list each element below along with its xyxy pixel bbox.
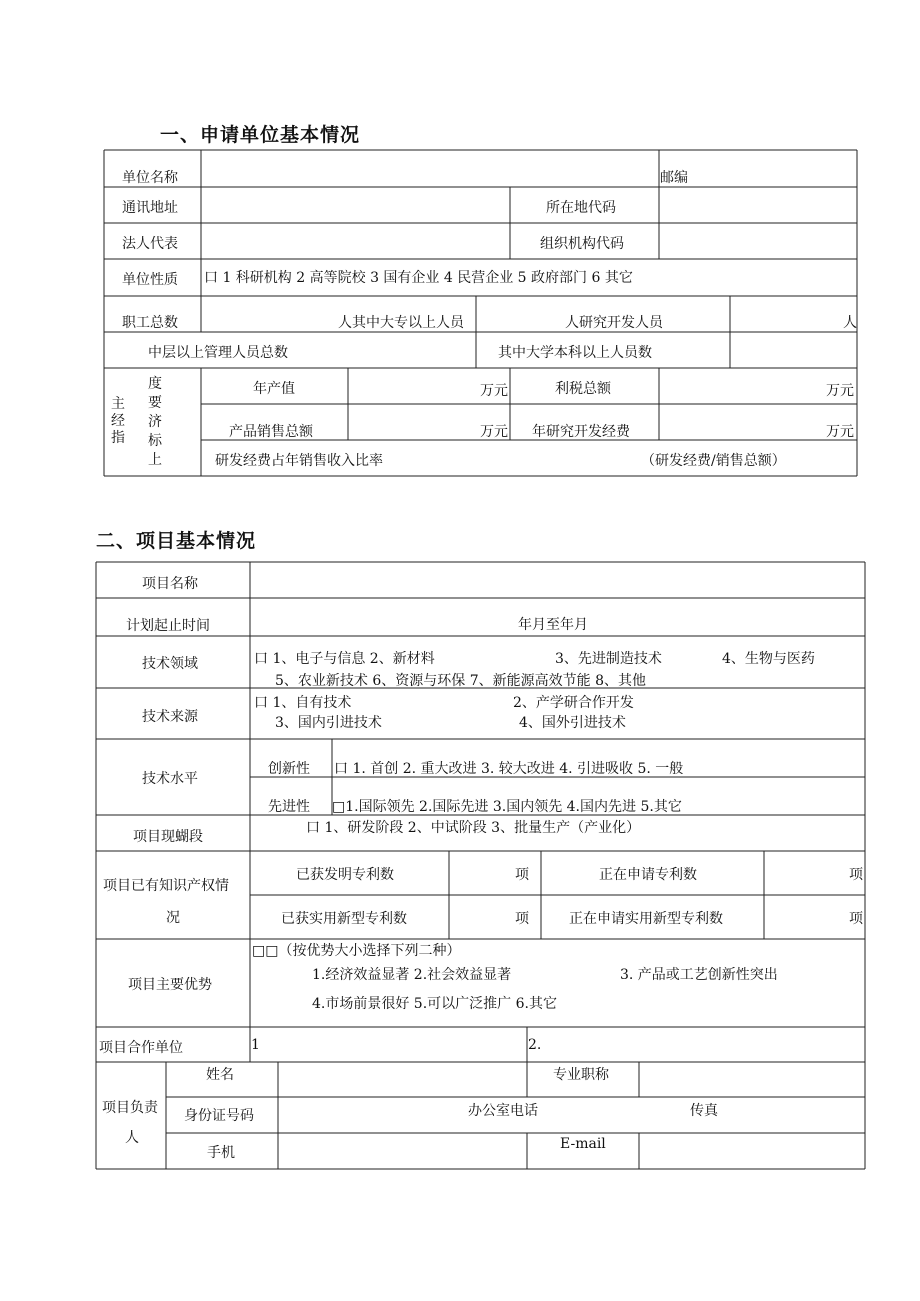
postcode-label: 邮编 [660, 170, 688, 186]
partner-2-field[interactable]: 2. [528, 1037, 542, 1053]
advanced-options[interactable]: □1.国际领先 2.国际先进 3.国内领先 4.国内先进 5.其它 [332, 799, 682, 815]
stage-options[interactable]: 口 1、研发阶段 2、中试阶段 3、批量生产（产业化） [306, 820, 641, 836]
advantages-line3[interactable]: 4.市场前景很好 5.可以广泛推广 6.其它 [312, 996, 557, 1012]
bachelor-count-label: 其中大学本科以上人员数 [498, 345, 652, 361]
utility-patents-label: 已获实用新型专利数 [281, 911, 407, 927]
applying-utility-label: 正在申请实用新型专利数 [569, 911, 723, 927]
org-code-label: 组织机构代码 [540, 236, 624, 252]
org-code-field[interactable] [665, 228, 850, 256]
email-field[interactable] [646, 1137, 858, 1165]
rd-ratio-label: 研发经费占年销售收入比率 [215, 453, 383, 469]
section-2-title: 二、项目基本情况 [96, 530, 257, 552]
name-field[interactable] [286, 1066, 520, 1094]
tech-source-option-4[interactable]: 4、国外引进技术 [519, 715, 626, 731]
address-field[interactable] [211, 192, 501, 220]
invention-patents-label: 已获发明专利数 [296, 867, 394, 883]
profit-tax-label: 利税总额 [555, 381, 611, 397]
region-code-field[interactable] [665, 192, 850, 220]
address-label: 通讯地址 [122, 200, 178, 216]
title-rank-label: 专业职称 [553, 1067, 609, 1083]
section-1-title: 一、申请单位基本情况 [160, 124, 361, 146]
tech-field-options-1b[interactable]: 3、先进制造技术 [555, 651, 662, 667]
invention-patents-unit: 项 [515, 867, 529, 883]
staff-college-label: 人其中大专以上人员 [338, 315, 464, 331]
staff-unit: 人 [843, 315, 857, 331]
project-name-field[interactable] [258, 567, 858, 595]
tech-field-label: 技术领域 [142, 656, 198, 672]
plan-period-value[interactable]: 年月至年月 [518, 617, 588, 633]
tech-field-options-2[interactable]: 5、农业新技术 6、资源与环保 7、新能源高效节能 8、其他 [275, 673, 646, 689]
applying-patents-unit: 项 [849, 867, 863, 883]
rd-ratio-formula: （研发经费/销售总额） [641, 453, 786, 469]
staff-total-label: 职工总数 [122, 315, 178, 331]
advanced-label: 先进性 [268, 799, 310, 815]
annual-output-label: 年产值 [253, 381, 295, 397]
ip-label-line2: 况 [166, 910, 180, 926]
id-number-label: 身份证号码 [184, 1108, 254, 1124]
mobile-field[interactable] [286, 1137, 520, 1165]
annual-output-unit: 万元 [480, 383, 508, 399]
annual-rd-funds-unit: 万元 [826, 424, 854, 440]
applying-patents-label: 正在申请专利数 [599, 867, 697, 883]
stage-label: 项目现蝴段 [133, 829, 203, 845]
mid-managers-label: 中层以上管理人员总数 [148, 345, 288, 361]
tech-source-option-2[interactable]: 2、产学研合作开发 [513, 695, 634, 711]
utility-patents-unit: 项 [515, 911, 529, 927]
leader-label-line1: 项目负责 [102, 1100, 158, 1116]
advantages-line2b[interactable]: 3. 产品或工艺创新性突出 [620, 967, 778, 983]
annual-rd-funds-label: 年研究开发经费 [532, 424, 630, 440]
applying-utility-unit: 项 [849, 911, 863, 927]
tech-source-option-3[interactable]: 3、国内引进技术 [275, 715, 382, 731]
tech-field-options-1a[interactable]: 口 1、电子与信息 2、新材料 [254, 651, 435, 667]
tech-source-option-1[interactable]: 口 1、自有技术 [254, 695, 352, 711]
mobile-label: 手机 [207, 1145, 235, 1161]
innovation-options[interactable]: 口 1. 首创 2. 重大改进 3. 较大改进 4. 引进吸收 5. 一般 [334, 761, 684, 777]
unit-name-label: 单位名称 [122, 170, 178, 186]
tech-level-label: 技术水平 [142, 771, 198, 787]
legal-rep-label: 法人代表 [122, 236, 178, 252]
title-rank-field[interactable] [646, 1066, 858, 1094]
email-label: E-mail [560, 1136, 606, 1152]
ip-label-line1: 项目已有知识产权情 [103, 878, 229, 894]
unit-name-field[interactable] [211, 156, 651, 184]
staff-rd-label: 人研究开发人员 [565, 315, 663, 331]
profit-tax-unit: 万元 [826, 383, 854, 399]
tech-field-options-1c[interactable]: 4、生物与医药 [722, 651, 815, 667]
advantages-line1[interactable]: □□（按优势大小选择下列二种） [252, 943, 461, 959]
partner-label: 项目合作单位 [99, 1040, 183, 1056]
project-name-label: 项目名称 [142, 576, 198, 592]
postcode-field[interactable] [700, 156, 850, 184]
office-phone-label: 办公室电话 [468, 1103, 538, 1119]
advantages-line2a[interactable]: 1.经济效益显著 2.社会效益显著 [312, 967, 512, 983]
tech-source-label: 技术来源 [142, 709, 198, 725]
leader-label-line2: 人 [125, 1130, 139, 1146]
region-code-label: 所在地代码 [546, 200, 616, 216]
partner-1-field[interactable]: 1 [251, 1037, 260, 1053]
name-label: 姓名 [206, 1067, 234, 1083]
sales-total-unit: 万元 [480, 424, 508, 440]
fax-label: 传真 [690, 1103, 718, 1119]
nature-label: 单位性质 [122, 272, 178, 288]
legal-rep-field[interactable] [211, 228, 501, 256]
plan-period-label: 计划起止时间 [126, 618, 210, 634]
nature-options[interactable]: 口 1 科研机构 2 高等院校 3 国有企业 4 民营企业 5 政府部门 6 其它 [204, 270, 633, 286]
sales-total-label: 产品销售总额 [229, 424, 313, 440]
innovation-label: 创新性 [268, 761, 310, 777]
advantages-label: 项目主要优势 [128, 977, 212, 993]
